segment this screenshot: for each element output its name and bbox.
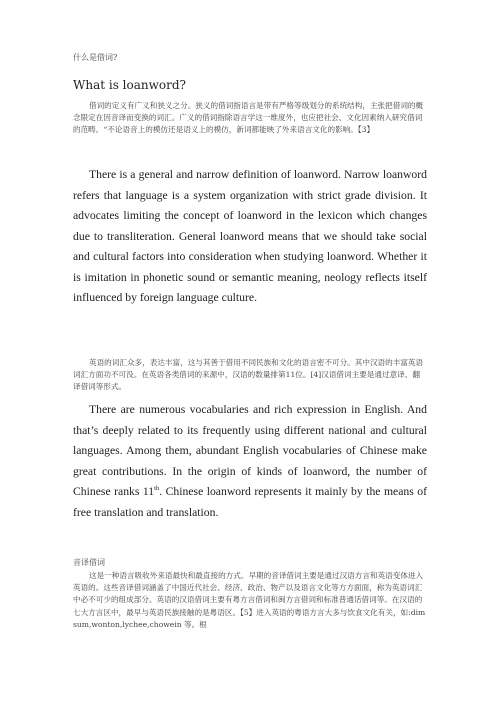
zh-transliteration-paragraph: 这是一种语言吸收外来语最快和最直接的方式。早期的音译借词主要是通过汉语方言和英语变体进入英语的。这些音译借词涵盖了中国近代社会、经济、政治、物产以及语言文化等方方面面，称为英语词汇中必不可少的组成部分。英语的汉语借词主要有粤方言借词和闽方言借词和标准普通话借词等。在汉语的七大方言区中，最早与英语民族接触的是粤语区。【5】进入英语的粤语方言大多与饮食文化有关，如:dim sum,wonton,lychee,chowein 等。根 — [73, 571, 426, 629]
ordinal-superscript: th — [154, 485, 160, 493]
en-paragraph-text: There are numerous vocabularies and rich expression in English. And that’s deeply related to its frequently using different national and cultural languages. Among them, abundant English vocabularies of Chinese make great contributions. In the origin of kinds of loanword, the number of Chinese ranks 11 — [73, 403, 427, 498]
en-paragraph-text-end: . Chinese loanword represents it mainly by the means of free translation and translation. — [73, 485, 427, 519]
zh-transliteration-heading: 音译借词 — [73, 558, 105, 567]
en-section-heading: What is loanword? — [73, 78, 186, 92]
zh-english-vocabulary-paragraph: 英语的词汇众多，表达丰富，这与其善于借用不同民族和文化的语言密不可分。其中汉语的丰富英语词汇方面功不可没。在英语各类借词的来源中，汉语的数量排第11位。[4]汉语借词主要是通过意译、翻译借词等形式。 — [73, 358, 424, 392]
zh-section-heading: 什么是借词? — [73, 53, 118, 62]
en-definition-paragraph: There is a general and narrow definition of loanword. Narrow loanword refers that language is a system organization with strict grade division. It advocates limiting the concept of loanword in the lexicon which changes due to transliteration. General loanword means that we should take social and cultural factors into consideration when studying loanword. Whether it is imitation in phonetic sound or semantic meaning, neology reflects itself influenced by foreign language culture. — [73, 168, 427, 304]
en-english-vocabulary-paragraph — [73, 400, 427, 523]
zh-definition-paragraph: 借词的定义有广义和狭义之分。狭义的借词指语言是带有严格等级划分的系统结构，主张把借词的概念限定在因音译而变换的词汇。广义的借词指除语言学这一维度外，也应把社会、文化因素纳入研究借词的范畴。“不论语音上的模仿还是语义上的模仿，新词都能映了外来语言文化的影响。【3】 — [73, 101, 424, 135]
